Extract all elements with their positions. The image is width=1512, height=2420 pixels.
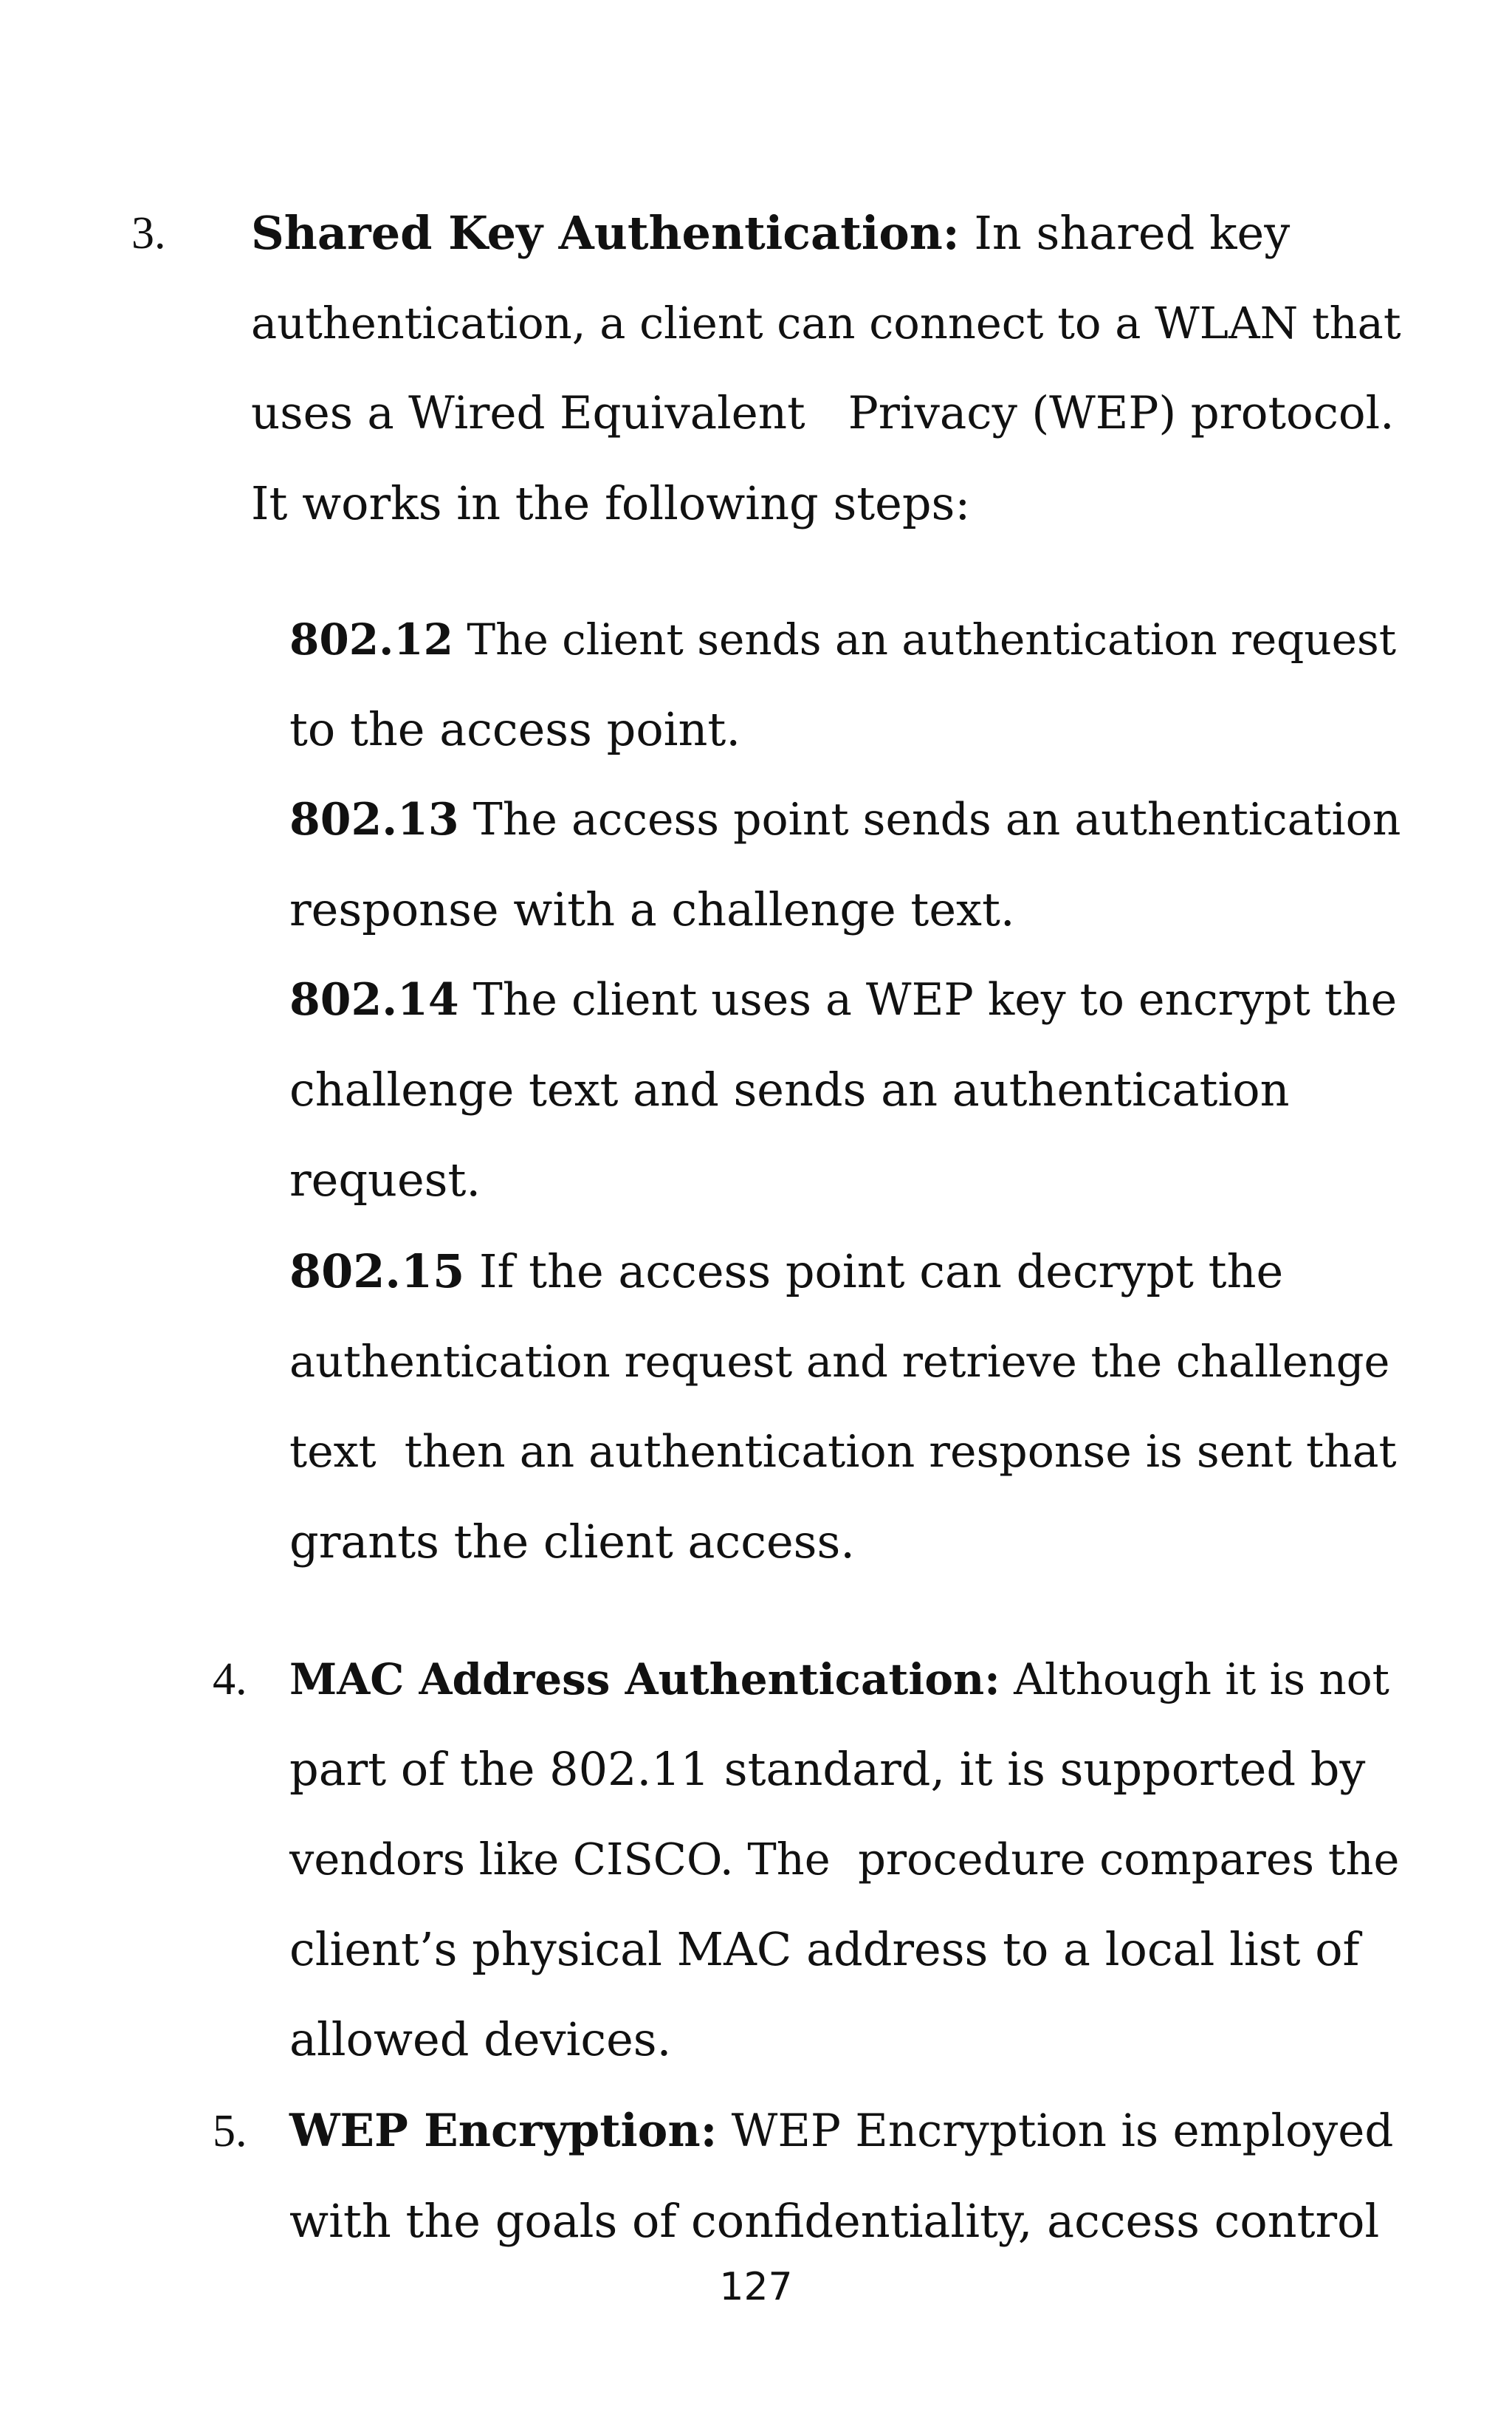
paragraph-line: to the access point. (289, 702, 741, 756)
step-label: 802.15 (289, 1244, 465, 1298)
paragraph-line: part of the 802.11 standard, it is supported by (289, 1742, 1366, 1796)
paragraph-line: with the goals of confidentiality, access control (289, 2194, 1380, 2248)
page-number: 127 (719, 2265, 793, 2309)
paragraph-line: text then an authentication response is sent that (289, 1426, 1397, 1478)
step-label: 802.13 (289, 794, 459, 846)
paragraph-line: It works in the following steps: (251, 476, 971, 530)
paragraph-line: response with a challenge text. (289, 882, 1015, 936)
paragraph-line: authentication request and retrieve the challenge (289, 1336, 1390, 1387)
paragraph-line: allowed devices. (289, 2012, 672, 2066)
paragraph-line: Shared Key Authentication: In shared key (251, 206, 1291, 260)
paragraph-line: request. (289, 1153, 481, 1207)
paragraph-line: client’s physical MAC address to a local list of (289, 1922, 1360, 1976)
paragraph-line: MAC Address Authentication: Although it is not (289, 1654, 1389, 1704)
item-title: MAC Address Authentication: (289, 1654, 1000, 1704)
list-number: 3. (131, 208, 166, 258)
step-label: 802.14 (289, 974, 459, 1026)
item-title: Shared Key Authentication: (251, 206, 960, 260)
paragraph-line: challenge text and sends an authentication (289, 1063, 1290, 1117)
list-number: 5. (213, 2106, 247, 2156)
list-number: 4. (213, 1654, 247, 1704)
paragraph-line: 802.12 The client sends an authentication request (289, 614, 1397, 665)
step-label: 802.12 (289, 614, 453, 665)
paragraph-line: 802.15 If the access point can decrypt the (289, 1244, 1284, 1298)
paragraph-line: 802.13 The access point sends an authentication (289, 794, 1401, 846)
paragraph-line: uses a Wired Equivalent Privacy (WEP) protocol. (251, 387, 1395, 439)
paragraph-line: grants the client access. (289, 1515, 855, 1569)
paragraph-line: WEP Encryption: WEP Encryption is employed (289, 2105, 1394, 2157)
paragraph-line: authentication, a client can connect to a WLAN that (251, 298, 1401, 349)
paragraph-line: vendors like CISCO. The procedure compares the (289, 1834, 1400, 1885)
paragraph-line: 802.14 The client uses a WEP key to encrypt the (289, 974, 1398, 1026)
item-title: WEP Encryption: (289, 2105, 718, 2157)
